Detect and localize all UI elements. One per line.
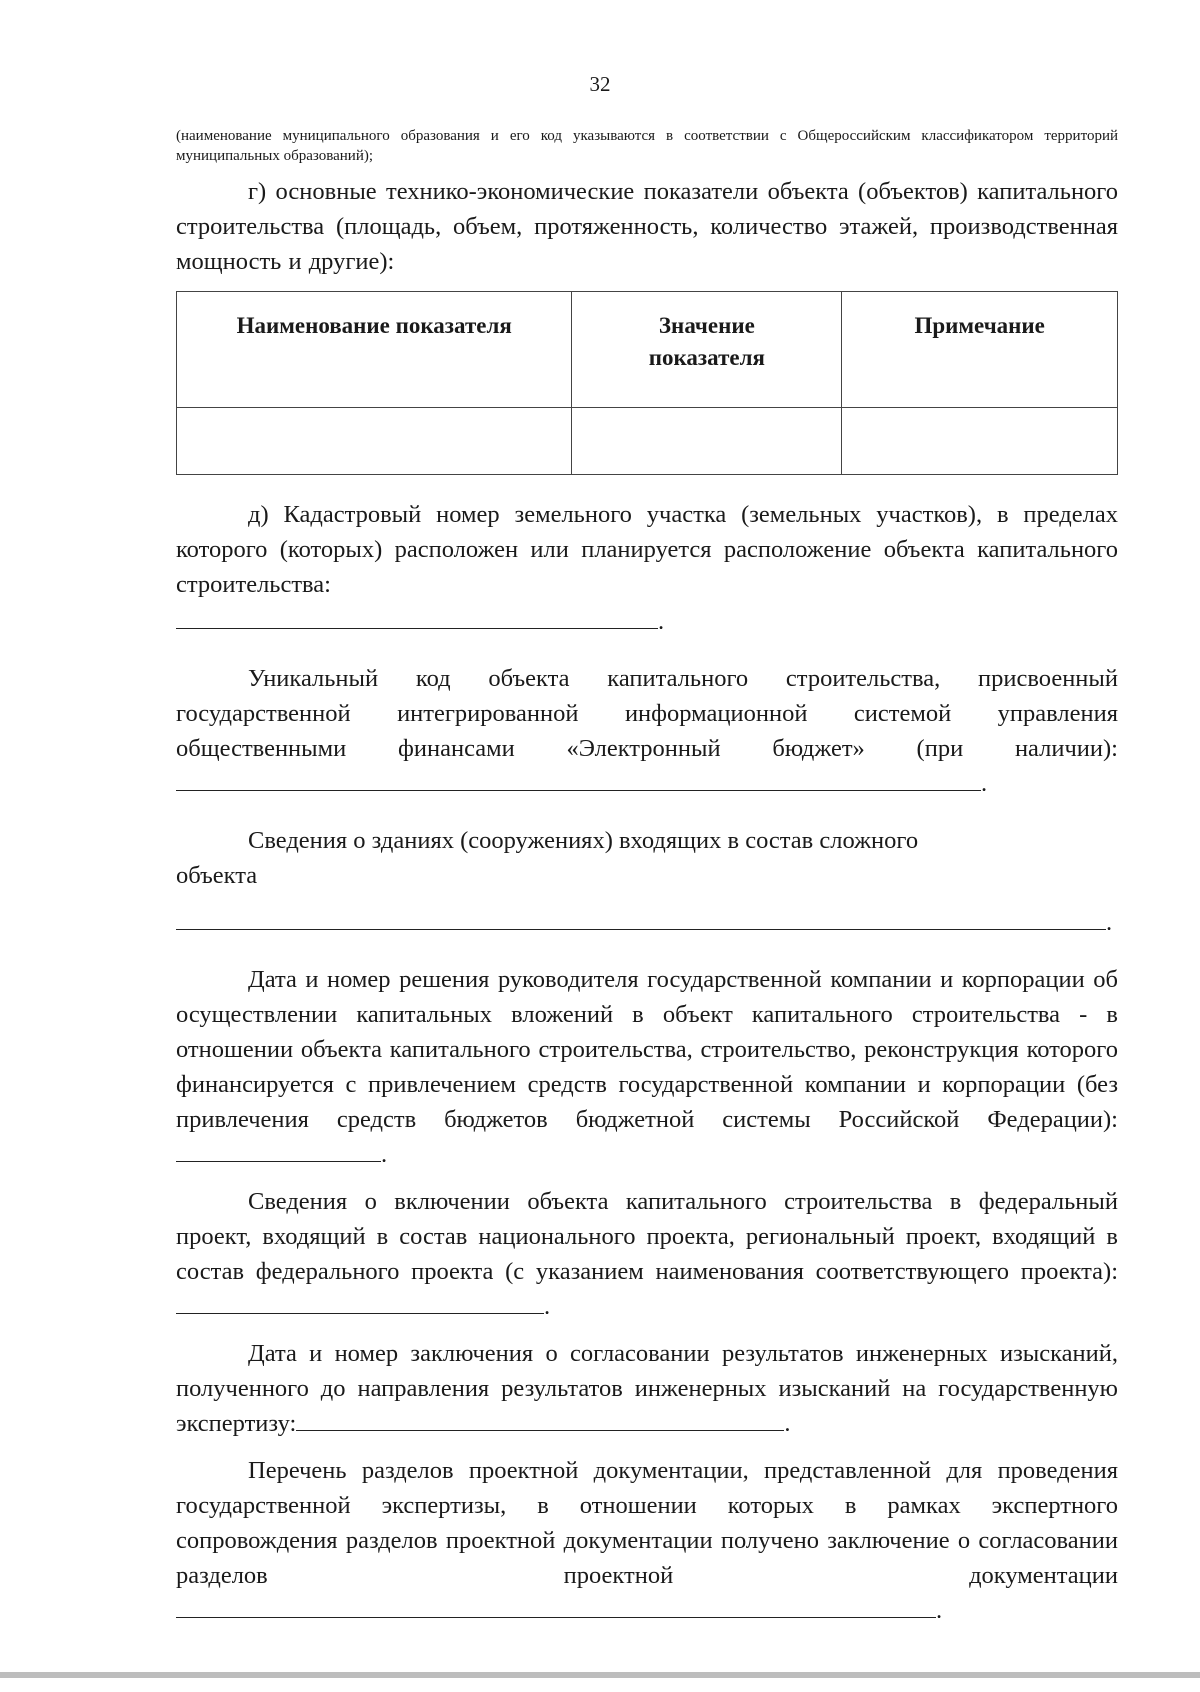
cadastral-number-field[interactable] <box>176 606 658 629</box>
page-content <box>176 126 1118 1640</box>
table-cell-empty[interactable] <box>177 408 572 475</box>
period: . <box>544 1293 551 1320</box>
header-indicator-value: Значение показателя <box>572 292 842 408</box>
buildings-info-line-1: Сведения о зданиях (сооружениях) входящих в состав сложного <box>248 827 919 854</box>
table-row <box>177 408 1118 475</box>
period: . <box>1106 909 1113 936</box>
surveys-conclusion-field[interactable] <box>296 1408 784 1431</box>
header-note: Примечание <box>842 292 1118 408</box>
paragraph-unique-code <box>176 661 1118 801</box>
sections-list-field[interactable] <box>176 1595 936 1618</box>
unique-code-field[interactable] <box>176 768 981 791</box>
paragraph-federal-project <box>176 1184 1118 1324</box>
item-d-text: д) Кадастровый номер земельного участка (земельных участков), в пределах которого (которых) расположен или планируется расположение объекта капитального строительства: <box>176 501 1118 598</box>
page-number: 32 <box>589 72 611 96</box>
paragraph-decision-date <box>176 962 1118 1172</box>
surveys-conclusion-text: Дата и номер заключения о согласовании результатов инженерных изысканий, полученного до направления результатов инженерных изысканий на государственную экспертизу: <box>176 1340 1118 1437</box>
table-cell-empty[interactable] <box>842 408 1118 475</box>
period: . <box>658 608 665 635</box>
scan-bottom-edge <box>0 1672 1200 1678</box>
buildings-info-blank-line <box>176 905 1118 940</box>
unique-code-text: Уникальный код объекта капитального строительства, присвоенный государственной интегрированной информационной системой управления общественными финансами «Электронный бюджет» (при наличии): <box>176 665 1118 762</box>
paragraph-surveys-conclusion <box>176 1336 1118 1441</box>
period: . <box>981 770 988 797</box>
paragraph-item-d <box>176 497 1118 602</box>
sections-list-text: Перечень разделов проектной документации, представленной для проведения государственной экспертизы, в отношении которых в рамках экспертного сопровождения разделов проектной документации получено заключение о согласовании разделов проектной документации <box>176 1457 1118 1589</box>
table-cell-empty[interactable] <box>572 408 842 475</box>
period: . <box>381 1141 388 1168</box>
buildings-info-line-2: объекта <box>176 862 258 889</box>
decision-date-field[interactable] <box>176 1139 381 1162</box>
paragraph-sections-list <box>176 1453 1118 1628</box>
federal-project-field[interactable] <box>176 1291 544 1314</box>
paragraph-buildings-info <box>176 823 1118 940</box>
footnote-municipal: (наименование муниципального образования и его код указываются в соответствии с Общероссийским классификатором территорий муниципальных образований); <box>176 128 1118 164</box>
item-d-blank-line <box>176 604 1118 639</box>
period: . <box>784 1410 791 1437</box>
buildings-info-field[interactable] <box>176 907 1106 930</box>
federal-project-text: Сведения о включении объекта капитального строительства в федеральный проект, входящий в состав национального проекта, региональный проект, входящий в состав федерального проекта (с указанием наименования соответствующего проекта): <box>176 1188 1118 1285</box>
decision-date-text: Дата и номер решения руководителя государственной компании и корпорации об осуществлении капитальных вложений в объект капитального строительства - в отношении объекта капитального строительства, строительство, реконструкция которого финансируется с привлечением средств государственной компании и корпорации (без привлечения средств бюджетов бюджетной системы Российской Федерации): <box>176 966 1118 1133</box>
indicators-table <box>176 291 1118 475</box>
table-header-row <box>177 292 1118 408</box>
paragraph-item-g: г) основные технико-экономические показатели объекта (объектов) капитального строительства (площадь, объем, протяженность, количество этажей, производственная мощность и другие): <box>176 178 1118 275</box>
header-indicator-name: Наименование показателя <box>177 292 572 408</box>
period: . <box>936 1597 943 1624</box>
